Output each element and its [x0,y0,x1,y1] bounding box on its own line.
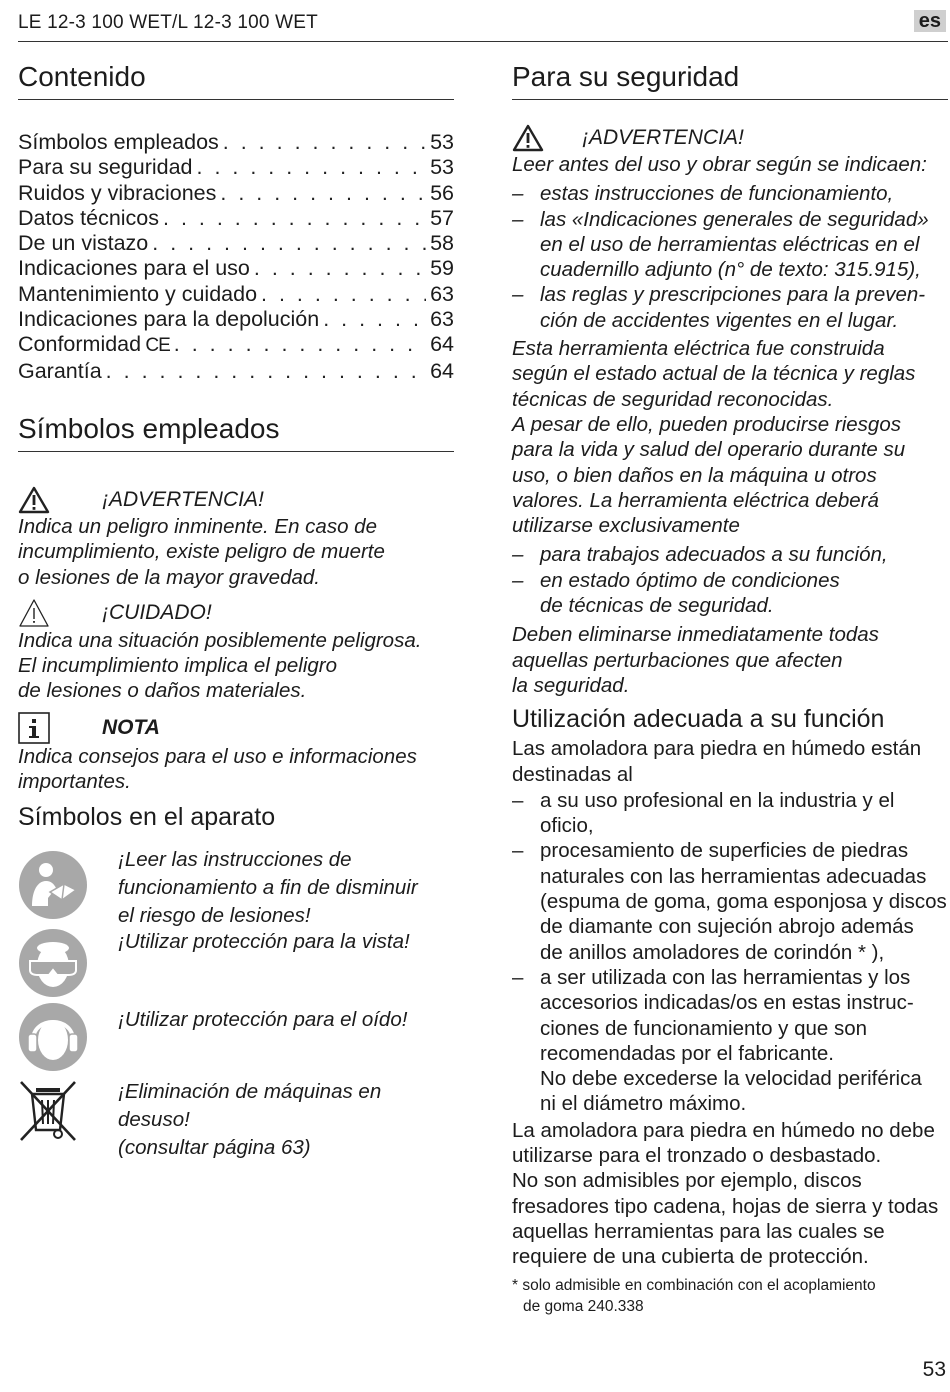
text-line: accesorios indicadas/os en estas instruc- [540,991,914,1015]
toc-leader [163,206,426,231]
toc-leader [152,231,426,256]
safety-paragraph [512,622,948,698]
text-line: desuso! [118,1108,190,1132]
text-line: el riesgo de lesiones! [118,904,311,928]
page-header [18,10,948,42]
toc-label: Ruidos y vibraciones [18,180,217,205]
list-item [512,282,948,333]
text-line: ¡Leer las instrucciones de [118,848,352,872]
toc-page: 57 [430,205,454,230]
toc-row [18,181,454,206]
text-line: ciones de funcionamiento y que son [540,1016,868,1040]
device-symbols-heading: Símbolos en el aparato [18,803,276,832]
use-intro [512,736,948,787]
list-dash: – [512,182,524,206]
text-line: aquellas perturbaciones que afecten [512,648,843,672]
caution-text [18,628,454,704]
caution-triangle-icon [18,598,50,628]
list-text [540,568,948,619]
list-text [540,181,948,206]
device-symbols-list [18,846,454,1168]
toc-page: 63 [430,307,454,332]
safety-warning-label: ¡ADVERTENCIA! [582,126,744,149]
text-line: Indica consejos para el uso e informaciones [18,744,417,768]
footnote-line: de goma 240.338 [523,1298,644,1316]
toc-leader [220,181,426,206]
text-line: importantes. [18,770,131,794]
toc-page: 59 [430,256,454,281]
text-line: procesamiento de superficies de piedras [540,839,909,863]
table-of-contents [18,130,454,384]
caution-block [18,598,454,704]
text-line: La amoladora para piedra en húmedo no debe [512,1118,935,1142]
device-symbol-item [18,1002,454,1072]
list-item [512,207,948,283]
list-dash: – [512,283,524,307]
warning-triangle-icon [512,124,544,152]
toc-label: Para su seguridad [18,155,193,180]
toc-page: 63 [430,281,454,306]
list-item [512,568,948,619]
toc-label: Datos técnicos [18,205,160,230]
list-text [540,788,948,839]
left-column [18,58,454,1168]
use-list [512,788,948,1117]
toc-row [18,359,454,384]
text-line: ción de accidentes vigentes en el lugar. [540,308,899,332]
list-item [512,838,948,964]
right-column [512,58,948,1317]
list-text [540,282,948,333]
list-item [512,181,948,206]
ce-mark: CE [141,335,170,357]
text-line: las «Indicaciones generales de seguridad» [540,207,929,231]
note-text [18,744,454,795]
text-line: Esta herramienta eléctrica fue construida [512,337,885,361]
device-symbol-item [18,846,454,928]
text-line: Indica un peligro inminente. En caso de [18,514,377,538]
text-line: según el estado actual de la técnica y reglas [512,362,916,386]
text-line: de lesiones o daños materiales. [18,679,307,703]
toc-page: 53 [430,155,454,180]
text-line: (consultar página 63) [118,1136,311,1160]
toc-label: Garantía [18,358,102,383]
text-line: fresadores tipo cadena, hojas de sierra y todas [512,1194,939,1218]
contents-heading: Contenido [18,58,454,100]
text-line: recomendadas por el fabricante. [540,1041,835,1065]
text-line: a ser utilizada con las herramientas y los [540,965,911,989]
text-line: ¡Eliminación de máquinas en [118,1080,382,1104]
text-line: funcionamiento a fin de disminuir [118,876,418,900]
toc-label: Mantenimiento y cuidado [18,281,258,306]
toc-row [18,206,454,231]
text-line: las reglas y prescripciones para la preven- [540,283,926,307]
toc-leader [197,155,427,180]
text-line: destinadas al [512,762,633,786]
safety-intro: Leer antes del uso y obrar según se indicaen: [512,153,927,176]
text-line: ¡Utilizar protección para la vista! [118,930,410,954]
safety-paragraph [512,336,948,538]
text-line: a su uso profesional en la industria y el oficio, [540,788,895,838]
list-dash: – [512,568,524,592]
info-icon [18,712,50,744]
list-dash: – [512,839,524,863]
caution-label: ¡CUIDADO! [102,600,212,624]
list-dash: – [512,207,524,231]
list-dash: – [512,788,524,812]
text-line: estas instrucciones de funcionamiento, [540,182,894,206]
device-symbol-text [118,846,418,928]
text-line: A pesar de ello, pueden producirse riesgos [512,412,901,436]
toc-label: Símbolos empleados [18,130,219,154]
text-line: uso, o bien daños en la máquina u otros [512,463,877,487]
text-line: de anillos amoladores de corindón * ), [540,940,885,964]
text-line: o lesiones de la mayor gravedad. [18,565,320,589]
toc-leader [323,307,426,332]
page-number: 53 [922,1358,946,1381]
toc-leader [254,256,426,281]
text-line: (espuma de goma, goma esponjosa y discos [540,890,947,914]
text-line: técnicas de seguridad reconocidas. [512,387,834,411]
text-line: cuadernillo adjunto (n° de texto: 315.915), [540,258,921,282]
warning-text [18,514,454,590]
toc-page: 58 [430,231,454,256]
toc-leader [106,359,426,384]
list-item [512,788,948,839]
text-line: El incumplimiento implica el peligro [18,654,338,678]
toc-row [18,256,454,281]
text-line: para trabajos adecuados a su función, [540,543,888,567]
footnote [512,1275,948,1317]
toc-label: Indicaciones para la depolución [18,307,320,332]
text-line: utilizarse para el tronzado o desbastado. [512,1143,882,1167]
note-block [18,712,454,795]
text-line: valores. La herramienta eléctrica deberá [512,488,879,512]
text-line: Indica una situación posiblemente peligrosa. [18,628,422,652]
text-line: para la vida y salud del operario durante su [512,438,906,462]
weee-disposal-icon [18,1078,78,1144]
text-line: No son admisibles por ejemplo, discos [512,1169,862,1193]
text-line: ni el diámetro máximo. [540,1092,747,1116]
toc-page: 64 [430,332,454,357]
warning-block [18,486,454,590]
toc-label: De un vistazo [18,231,149,256]
list-dash: – [512,965,524,989]
toc-leader [223,130,426,155]
read-manual-icon [18,850,88,920]
text-line: de diamante con sujeción abrojo además [540,915,914,939]
list-text [540,207,948,283]
text-line: de técnicas de seguridad. [540,594,774,618]
symbols-heading: Símbolos empleados [18,410,454,452]
toc-row [18,332,454,358]
text-line: ¡Utilizar protección para el oído! [118,1008,408,1032]
text-line: No debe excederse la velocidad periférica [540,1067,922,1091]
device-symbol-text [118,928,410,1002]
toc-page: 53 [430,130,454,154]
list-text [540,838,948,964]
toc-page: 64 [430,358,454,383]
list-text [540,965,948,1117]
footnote-line: * solo admisible en combinación con el acoplamiento [512,1277,876,1295]
text-line: en el uso de herramientas eléctricas en el [540,232,920,256]
text-line: naturales con las herramientas adecuadas [540,864,927,888]
text-line: requiere de una cubierta de protección. [512,1245,869,1269]
toc-row [18,130,454,155]
text-line: Deben eliminarse inmediatamente todas [512,623,879,647]
device-symbol-item [18,928,454,1002]
text-line: aquellas herramientas para las cuales se [512,1219,885,1243]
toc-leader [261,282,426,307]
ear-protection-icon [18,1002,88,1072]
use-heading: Utilización adecuada a su función [512,705,885,734]
toc-row [18,307,454,332]
text-line: la seguridad. [512,673,630,697]
list-dash: – [512,543,524,567]
toc-row [18,231,454,256]
document-title: LE 12-3 100 WET/L 12-3 100 WET [18,12,318,33]
safety-list [512,181,948,333]
toc-leader [174,332,426,357]
eye-protection-icon [18,928,88,998]
text-line: utilizarse exclusivamente [512,514,740,538]
note-label: NOTA [102,715,160,739]
safety-list [512,542,948,618]
toc-row [18,155,454,180]
list-item [512,965,948,1117]
toc-row [18,282,454,307]
warning-label: ¡ADVERTENCIA! [102,487,264,511]
text-line: en estado óptimo de condiciones [540,568,840,592]
text-line: Las amoladora para piedra en húmedo están [512,737,922,761]
toc-page: 56 [430,180,454,205]
safety-block [512,124,948,698]
device-symbol-text [118,1002,407,1072]
toc-label: Conformidad CE [18,332,170,357]
safety-heading: Para su seguridad [512,58,948,100]
list-text [540,542,948,567]
toc-label: Indicaciones para el uso [18,256,250,281]
text-line: incumplimiento, existe peligro de muerte [18,540,385,564]
use-paragraph [512,1118,948,1270]
warning-triangle-icon [18,486,50,514]
list-item [512,542,948,567]
device-symbol-text [118,1078,381,1168]
language-badge: es [914,10,946,32]
device-symbol-item [18,1078,454,1168]
